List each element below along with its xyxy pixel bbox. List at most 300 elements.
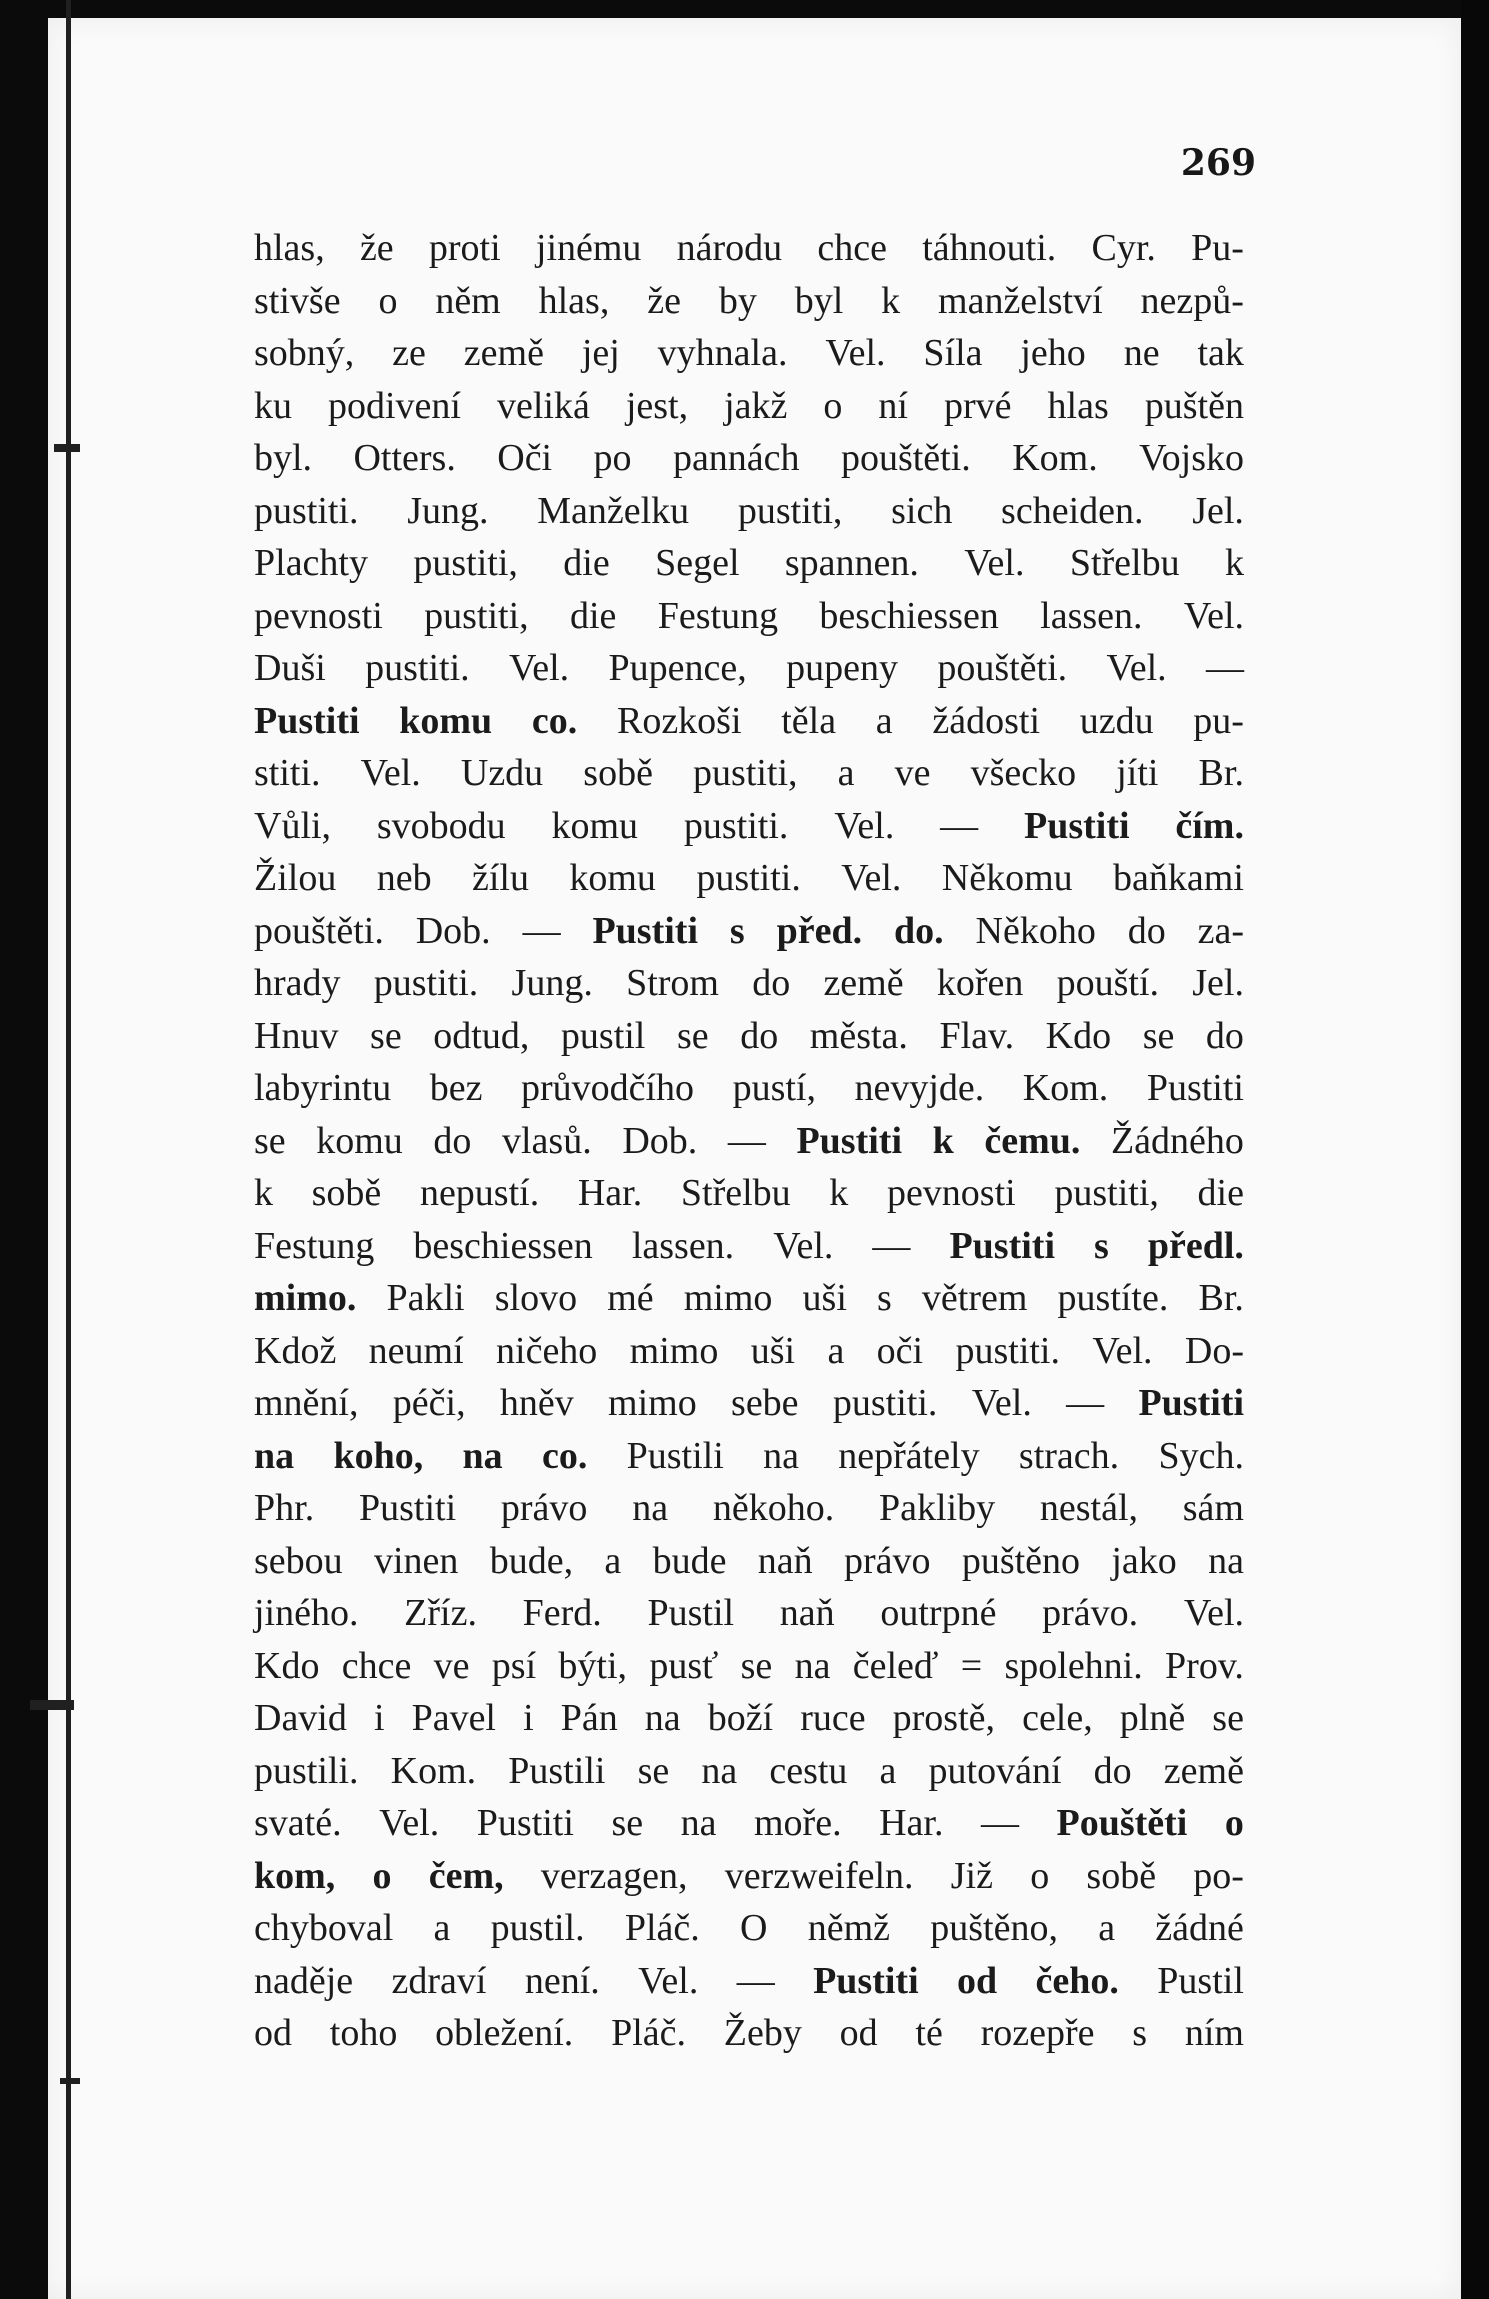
text-line bbox=[254, 1062, 1244, 1115]
word: naděje bbox=[254, 1959, 354, 2002]
word: a bbox=[433, 1907, 451, 1949]
bold-word: před. bbox=[776, 909, 863, 952]
word: ní bbox=[878, 384, 908, 427]
word: — bbox=[736, 1959, 775, 2002]
word: pustiti, bbox=[413, 542, 518, 584]
word: sobě bbox=[1086, 1854, 1157, 1897]
word: Někoho bbox=[975, 909, 1096, 952]
word: Vel. bbox=[834, 804, 895, 847]
word: Uzdu bbox=[460, 752, 544, 794]
word: podivení bbox=[328, 384, 461, 427]
word: Žádného bbox=[1110, 1119, 1244, 1162]
text-line bbox=[254, 695, 1244, 748]
word: verzweifeln. bbox=[724, 1854, 914, 1897]
word: hlas bbox=[1047, 384, 1109, 427]
word: Pán bbox=[560, 1697, 618, 1739]
word: i bbox=[523, 1697, 534, 1739]
word: na bbox=[644, 1697, 681, 1739]
word: lassen. bbox=[1040, 594, 1143, 637]
word: Plachty bbox=[254, 542, 368, 584]
word: sobný, bbox=[254, 332, 355, 374]
word: za- bbox=[1197, 909, 1244, 952]
word: Festung bbox=[657, 594, 779, 637]
word: k bbox=[881, 279, 901, 322]
word: jakž bbox=[724, 384, 788, 427]
word: puštěno, bbox=[930, 1907, 1058, 1949]
bold-word: komu bbox=[399, 699, 493, 742]
word: Cyr. bbox=[1091, 227, 1156, 269]
word: té bbox=[915, 2012, 943, 2054]
word: od bbox=[254, 2012, 292, 2054]
word: Vel. bbox=[1183, 1592, 1244, 1634]
text-line bbox=[254, 222, 1244, 275]
word: k bbox=[829, 1172, 849, 1214]
bold-word: Pustiti bbox=[592, 909, 699, 952]
word: nezpů- bbox=[1140, 279, 1244, 322]
word: průvodčího bbox=[520, 1067, 695, 1109]
word: na bbox=[794, 1644, 831, 1687]
word: kořen bbox=[936, 962, 1024, 1004]
word: beschiessen bbox=[819, 594, 999, 637]
word: sám bbox=[1182, 1487, 1244, 1529]
word: do bbox=[433, 1119, 472, 1162]
word: sobě bbox=[583, 752, 653, 794]
text-line bbox=[254, 590, 1244, 643]
word: die bbox=[1197, 1172, 1244, 1214]
word: Vel. bbox=[971, 1382, 1032, 1424]
word: odtud, bbox=[433, 1014, 530, 1057]
word: pustili. bbox=[254, 1749, 359, 1792]
word: Oči bbox=[497, 437, 553, 479]
bold-word: Pustiti bbox=[1023, 804, 1130, 847]
text-line bbox=[254, 957, 1244, 1010]
text-line bbox=[254, 1325, 1244, 1378]
word: Vůli, bbox=[254, 804, 332, 847]
word: Flav. bbox=[939, 1014, 1015, 1057]
bold-word: čím. bbox=[1175, 804, 1244, 847]
word: pevnosti bbox=[254, 594, 383, 637]
word: pannách bbox=[672, 437, 800, 479]
word: pustiti. bbox=[832, 1382, 938, 1424]
word: uši bbox=[750, 1329, 796, 1372]
bold-word: kom, bbox=[254, 1854, 336, 1897]
text-line bbox=[254, 1010, 1244, 1063]
word: Síla bbox=[923, 332, 983, 374]
word: pustíte. bbox=[1057, 1277, 1169, 1319]
word: Pláč. bbox=[624, 1907, 700, 1949]
word: Har. bbox=[577, 1172, 643, 1214]
word: k bbox=[1224, 542, 1244, 584]
word: Pu- bbox=[1191, 227, 1244, 269]
word: vlasů. bbox=[502, 1119, 592, 1162]
word: se bbox=[611, 1802, 644, 1844]
binding-mark bbox=[54, 444, 80, 452]
word: pustiti. bbox=[955, 1329, 1060, 1372]
word: se bbox=[676, 1014, 709, 1057]
word: Střelbu bbox=[680, 1172, 791, 1214]
word: Žeby bbox=[723, 2012, 802, 2054]
word: mé bbox=[607, 1277, 654, 1319]
word: Pustil bbox=[1157, 1959, 1244, 2002]
word: Vel. bbox=[964, 542, 1025, 584]
word: Br. bbox=[1198, 1277, 1244, 1319]
word: Br. bbox=[1198, 752, 1244, 794]
word: Jel. bbox=[1192, 489, 1244, 532]
word: Vel. bbox=[1183, 594, 1244, 637]
word: = bbox=[960, 1644, 983, 1687]
word: ze bbox=[392, 332, 426, 374]
word: ve bbox=[433, 1644, 470, 1687]
word: žílu bbox=[471, 857, 529, 899]
word: větrem bbox=[921, 1277, 1028, 1319]
bold-word: co. bbox=[531, 699, 578, 742]
text-line bbox=[254, 1377, 1244, 1430]
word: komu bbox=[316, 1119, 403, 1162]
word: právo bbox=[843, 1539, 931, 1582]
word: mimo bbox=[683, 1277, 773, 1319]
word: plně bbox=[1119, 1697, 1186, 1739]
word: Již bbox=[950, 1854, 993, 1897]
word: Vel. bbox=[1092, 1329, 1153, 1372]
word: slovo bbox=[494, 1277, 578, 1319]
bold-word: na bbox=[254, 1434, 295, 1477]
word: se bbox=[254, 1119, 286, 1162]
word: by bbox=[718, 279, 757, 322]
bold-word: k bbox=[932, 1119, 954, 1162]
word: táhnouti. bbox=[922, 227, 1057, 269]
word: — bbox=[1205, 647, 1244, 689]
bold-word: čeho. bbox=[1035, 1959, 1119, 2002]
word: všecko bbox=[970, 752, 1077, 794]
word: Jung. bbox=[511, 962, 593, 1004]
binding-mark bbox=[60, 2078, 80, 2084]
word: komu bbox=[569, 857, 656, 899]
binding-mark bbox=[30, 1700, 74, 1710]
word: těla bbox=[781, 699, 837, 742]
text-line bbox=[254, 1902, 1244, 1955]
word: O bbox=[740, 1907, 768, 1949]
word: nepřátely bbox=[838, 1434, 980, 1477]
bold-word: předl. bbox=[1147, 1224, 1244, 1267]
word: pustiti, bbox=[737, 489, 843, 532]
word: Festung bbox=[254, 1224, 375, 1267]
word: tak bbox=[1197, 332, 1244, 374]
word: bude, bbox=[489, 1539, 574, 1582]
word: — bbox=[872, 1224, 911, 1267]
word: chce bbox=[817, 227, 888, 269]
word: bez bbox=[429, 1067, 483, 1109]
bold-word: o bbox=[1224, 1802, 1244, 1844]
word: sich bbox=[891, 489, 953, 532]
word: neumí bbox=[368, 1329, 464, 1372]
word: Pustiti bbox=[1146, 1067, 1244, 1109]
word: Vel. bbox=[509, 647, 570, 689]
word: Prov. bbox=[1165, 1644, 1244, 1687]
word: byl bbox=[794, 279, 844, 322]
word: pu- bbox=[1193, 699, 1244, 742]
word: uzdu bbox=[1079, 699, 1154, 742]
word: hrady bbox=[254, 962, 341, 1004]
text-line bbox=[254, 2007, 1244, 2060]
text-line bbox=[254, 747, 1244, 800]
word: Kdož bbox=[254, 1329, 337, 1372]
word: někoho. bbox=[712, 1487, 835, 1529]
word: a bbox=[879, 1749, 897, 1792]
word: Do- bbox=[1184, 1329, 1244, 1372]
word: stivše bbox=[254, 279, 341, 322]
word: Strom bbox=[626, 962, 719, 1004]
word: cele, bbox=[1022, 1697, 1093, 1739]
word: mimo bbox=[608, 1382, 697, 1424]
text-line bbox=[254, 1640, 1244, 1693]
word: Pavel bbox=[411, 1697, 496, 1739]
word: die bbox=[563, 542, 610, 584]
word: jeho bbox=[1020, 332, 1086, 374]
word: jiného. bbox=[254, 1592, 359, 1634]
text-line bbox=[254, 905, 1244, 958]
word: do bbox=[752, 962, 791, 1004]
word: s bbox=[877, 1277, 892, 1319]
word: Vel. bbox=[1106, 647, 1167, 689]
word: — bbox=[940, 804, 979, 847]
word: pouštěti. bbox=[937, 647, 1068, 689]
text-line bbox=[254, 432, 1244, 485]
word: toho bbox=[329, 2012, 398, 2054]
word: pustiti. bbox=[696, 857, 801, 899]
bold-word: na bbox=[462, 1434, 503, 1477]
word: na bbox=[680, 1802, 717, 1844]
word: pustí, bbox=[732, 1067, 816, 1109]
word: proti bbox=[428, 227, 501, 269]
word: — bbox=[727, 1119, 766, 1162]
text-line bbox=[254, 1955, 1244, 2008]
word: do bbox=[1205, 1014, 1244, 1057]
word: pustiti. bbox=[683, 804, 789, 847]
word: Rozkoši bbox=[616, 699, 742, 742]
word: Žilou bbox=[254, 857, 337, 899]
word: Zříz. bbox=[404, 1592, 477, 1634]
word: neb bbox=[376, 857, 432, 899]
word: a bbox=[604, 1539, 622, 1582]
word: po- bbox=[1193, 1854, 1244, 1897]
word: Dob. bbox=[622, 1119, 698, 1162]
word: i bbox=[373, 1697, 385, 1739]
body-text bbox=[254, 222, 1244, 2060]
word: právo. bbox=[1042, 1592, 1139, 1634]
word: psí bbox=[491, 1644, 537, 1687]
bold-word: čem, bbox=[428, 1854, 504, 1897]
word: o bbox=[378, 279, 398, 322]
word: Duši bbox=[254, 647, 326, 689]
word: na bbox=[1208, 1539, 1244, 1582]
word: Vel. bbox=[825, 332, 886, 374]
word: ním bbox=[1184, 2012, 1244, 2054]
bold-word: co. bbox=[541, 1434, 588, 1477]
word: se bbox=[370, 1014, 402, 1057]
word: cestu bbox=[769, 1749, 848, 1792]
word: die bbox=[569, 594, 617, 637]
word: žádné bbox=[1155, 1907, 1244, 1949]
bold-word: o bbox=[372, 1854, 392, 1897]
word: Kdo bbox=[1045, 1014, 1112, 1057]
scan-dark-edge bbox=[1461, 0, 1489, 2299]
bold-word: s bbox=[1094, 1224, 1109, 1267]
word: hlas, bbox=[538, 279, 610, 322]
word: obležení. bbox=[435, 2012, 574, 2054]
word: Vel. bbox=[841, 857, 902, 899]
bold-word: Pustiti bbox=[796, 1119, 903, 1162]
bold-word: čemu. bbox=[984, 1119, 1081, 1162]
word: baňkami bbox=[1113, 857, 1244, 899]
text-line bbox=[254, 642, 1244, 695]
text-line bbox=[254, 537, 1244, 590]
word: Pustiti bbox=[476, 1802, 574, 1844]
word: vyhnala. bbox=[657, 332, 788, 374]
word: čeleď bbox=[852, 1644, 939, 1687]
word: naň bbox=[757, 1539, 813, 1582]
word: naň bbox=[779, 1592, 835, 1634]
word: pustiti. bbox=[365, 647, 470, 689]
word: do bbox=[1093, 1749, 1132, 1792]
word: prvé bbox=[943, 384, 1012, 427]
text-line bbox=[254, 1587, 1244, 1640]
word: péči, bbox=[392, 1382, 466, 1424]
word: ruce bbox=[800, 1697, 866, 1739]
word: nestál, bbox=[1039, 1487, 1138, 1529]
word: po bbox=[593, 437, 632, 479]
bold-word: Pouštěti bbox=[1056, 1802, 1188, 1844]
word: o bbox=[823, 384, 843, 427]
word: města. bbox=[809, 1014, 908, 1057]
word: Manželku bbox=[537, 489, 690, 532]
binding-line bbox=[66, 0, 71, 2299]
word: Pustil bbox=[647, 1592, 735, 1634]
word: se bbox=[1142, 1014, 1175, 1057]
word: Pustili bbox=[508, 1749, 606, 1792]
bold-word: koho, bbox=[333, 1434, 424, 1477]
word: právo bbox=[500, 1487, 588, 1529]
word: pustiti. bbox=[254, 489, 359, 532]
word: mimo bbox=[629, 1329, 719, 1372]
word: moře. bbox=[754, 1802, 842, 1844]
word: Vel. bbox=[360, 752, 421, 794]
word: pustil. bbox=[490, 1907, 585, 1949]
word: Pakli bbox=[386, 1277, 465, 1319]
word: beschiessen bbox=[413, 1224, 593, 1267]
word: manželství bbox=[938, 279, 1103, 322]
word: Kom. bbox=[1012, 437, 1098, 479]
bold-word: do. bbox=[893, 909, 944, 952]
word: ne bbox=[1123, 332, 1160, 374]
page-number: 269 bbox=[1180, 142, 1256, 184]
text-line bbox=[254, 1745, 1244, 1798]
word: k bbox=[254, 1172, 273, 1214]
word: jej bbox=[581, 332, 620, 374]
word: jinému bbox=[535, 227, 642, 269]
word: Jung. bbox=[407, 489, 489, 532]
word: stiti. bbox=[254, 752, 321, 794]
word: Vojsko bbox=[1139, 437, 1244, 479]
word: Pláč. bbox=[611, 2012, 687, 2054]
word: sobě bbox=[311, 1172, 382, 1214]
word: do bbox=[1127, 909, 1166, 952]
word: uši bbox=[802, 1277, 847, 1319]
word: pouštěti. bbox=[254, 909, 384, 952]
word: hlas, bbox=[254, 227, 325, 269]
word: veliká bbox=[496, 384, 590, 427]
word: Sych. bbox=[1158, 1434, 1244, 1477]
word: hněv bbox=[499, 1382, 574, 1424]
word: svobodu bbox=[376, 804, 506, 847]
word: pustiti. bbox=[373, 962, 479, 1004]
bold-word: od bbox=[957, 1959, 998, 2002]
text-line bbox=[254, 327, 1244, 380]
word: zdraví bbox=[391, 1959, 487, 2002]
text-line bbox=[254, 1482, 1244, 1535]
word: pustiti, bbox=[1054, 1172, 1159, 1214]
word: pustiti, bbox=[693, 752, 798, 794]
word: Vel. bbox=[638, 1959, 699, 2002]
bold-word: s bbox=[729, 909, 745, 952]
text-line bbox=[254, 485, 1244, 538]
word: Jel. bbox=[1192, 962, 1244, 1004]
word: oči bbox=[876, 1329, 924, 1372]
word: na bbox=[701, 1749, 738, 1792]
word: chyboval bbox=[254, 1907, 394, 1949]
text-line bbox=[254, 800, 1244, 853]
word: jíti bbox=[1116, 752, 1159, 794]
word: David bbox=[254, 1697, 347, 1739]
word: outrpné bbox=[880, 1592, 997, 1634]
word: Kdo bbox=[254, 1644, 320, 1687]
word: byl. bbox=[254, 437, 313, 479]
word: a bbox=[837, 752, 855, 794]
word: býti, bbox=[558, 1644, 628, 1687]
word: a bbox=[875, 699, 893, 742]
word: — bbox=[980, 1802, 1019, 1844]
word: strach. bbox=[1018, 1434, 1120, 1477]
word: němž bbox=[807, 1907, 890, 1949]
word: Hnuv bbox=[254, 1014, 339, 1057]
text-line bbox=[254, 1535, 1244, 1588]
word: nepustí. bbox=[419, 1172, 540, 1214]
word: země bbox=[823, 962, 904, 1004]
text-line bbox=[254, 1850, 1244, 1903]
word: komu bbox=[551, 804, 639, 847]
word: lassen. bbox=[631, 1224, 735, 1267]
word: ve bbox=[894, 752, 931, 794]
word: puštěn bbox=[1144, 384, 1244, 427]
word: Střelbu bbox=[1069, 542, 1180, 584]
word: pustiti, bbox=[424, 594, 529, 637]
text-line bbox=[254, 1272, 1244, 1325]
word: že bbox=[647, 279, 681, 322]
text-line bbox=[254, 1430, 1244, 1483]
word: národu bbox=[676, 227, 783, 269]
word: něm bbox=[435, 279, 501, 322]
word: na bbox=[763, 1434, 799, 1477]
word: o bbox=[1030, 1854, 1050, 1897]
word: Segel bbox=[655, 542, 740, 584]
word: pusť bbox=[649, 1644, 719, 1687]
word: země bbox=[1163, 1749, 1244, 1792]
word: Har. bbox=[879, 1802, 944, 1844]
word: země bbox=[463, 332, 544, 374]
word: — bbox=[1066, 1382, 1105, 1424]
word: Pustili bbox=[626, 1434, 724, 1477]
word: verzagen, bbox=[540, 1854, 688, 1897]
word: ničeho bbox=[496, 1329, 598, 1372]
